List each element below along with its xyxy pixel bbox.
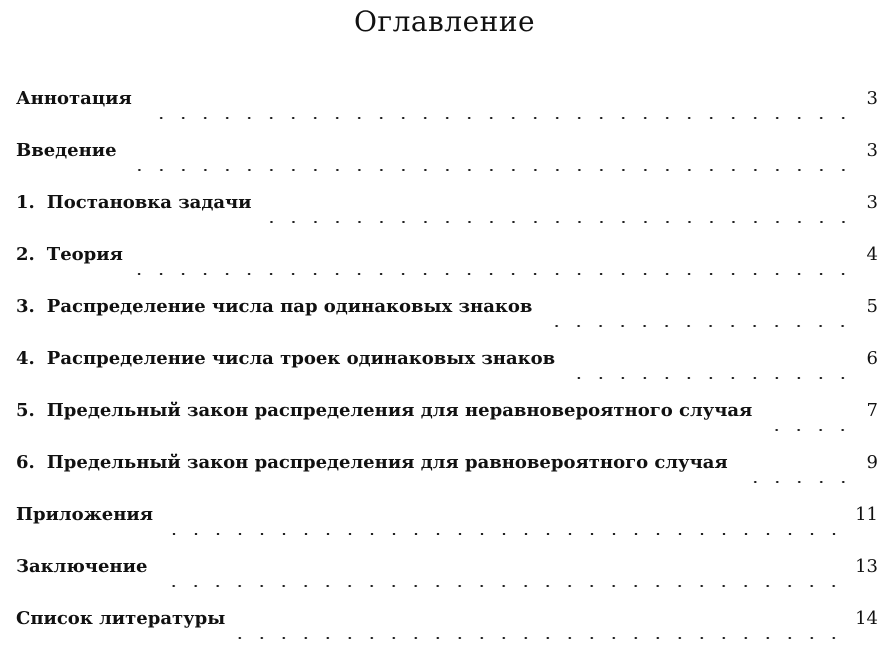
toc-entry-page-number: 13 (855, 556, 878, 577)
toc-entry-number: 1. (16, 192, 35, 213)
toc-entry-heading (16, 502, 153, 528)
toc-entry[interactable] (16, 346, 878, 398)
toc-entry-label: Приложения (16, 504, 154, 525)
toc-entry-page-number: 11 (855, 504, 878, 525)
toc-entry-heading (16, 450, 728, 476)
toc-entry-heading (16, 554, 147, 580)
toc-entry-page-number: 3 (866, 88, 878, 109)
toc-entry-page-number: 14 (855, 608, 878, 629)
toc-entry-page-number: 6 (866, 348, 878, 369)
dot-leader (567, 377, 854, 379)
dot-leader (135, 273, 854, 275)
dot-leader (129, 169, 854, 171)
toc-entry-heading (16, 606, 225, 632)
toc-entry-label: Введение (16, 140, 117, 161)
toc-entry-label: Постановка задачи (46, 192, 252, 213)
toc-entry-page-number: 7 (866, 400, 878, 421)
dot-leader (544, 325, 854, 327)
toc-list (16, 86, 878, 658)
toc-entry-heading (16, 138, 117, 164)
toc-entry-number: 6. (16, 452, 35, 473)
toc-entry-heading (16, 398, 752, 424)
toc-entry[interactable] (16, 242, 878, 294)
toc-entry-heading (16, 294, 532, 320)
toc-entry-label: Распределение числа троек одинаковых знаков (46, 348, 556, 369)
dot-leader (740, 481, 854, 483)
toc-entry-label: Теория (46, 244, 123, 265)
toc-entry-label: Аннотация (16, 88, 132, 109)
toc-entry-number: 2. (16, 244, 35, 265)
toc-entry[interactable] (16, 190, 878, 242)
toc-entry-label: Список литературы (16, 608, 226, 629)
page-title: Оглавление (353, 5, 536, 38)
toc-entry-page-number: 3 (866, 140, 878, 161)
toc-entry[interactable] (16, 294, 878, 346)
dot-leader (237, 637, 845, 639)
toc-entry[interactable] (16, 502, 878, 554)
toc-entry-page-number: 3 (866, 192, 878, 213)
toc-entry-label: Предельный закон распределения для неравновероятного случая (46, 400, 753, 421)
toc-entry-heading (16, 242, 123, 268)
dot-leader (144, 117, 854, 119)
toc-entry[interactable] (16, 450, 878, 502)
toc-entry-label: Заключение (16, 556, 148, 577)
toc-entry-heading (16, 346, 555, 372)
toc-entry[interactable] (16, 138, 878, 190)
dot-leader (159, 585, 845, 587)
toc-entry-number: 4. (16, 348, 35, 369)
toc-entry-page-number: 4 (866, 244, 878, 265)
toc-entry[interactable] (16, 606, 878, 658)
toc-entry[interactable] (16, 554, 878, 606)
toc-entry-number: 3. (16, 296, 35, 317)
dot-leader (764, 429, 854, 431)
toc-entry-page-number: 9 (866, 452, 878, 473)
dot-leader (264, 221, 854, 223)
toc-entry-number: 5. (16, 400, 35, 421)
toc-entry[interactable] (16, 398, 878, 450)
toc-entry-label: Предельный закон распределения для равновероятного случая (46, 452, 728, 473)
toc-entry-label: Распределение числа пар одинаковых знаков (46, 296, 533, 317)
toc-entry-page-number: 5 (866, 296, 878, 317)
dot-leader (165, 533, 845, 535)
toc-entry-heading (16, 190, 252, 216)
toc-entry[interactable] (16, 86, 878, 138)
toc-entry-heading (16, 86, 132, 112)
